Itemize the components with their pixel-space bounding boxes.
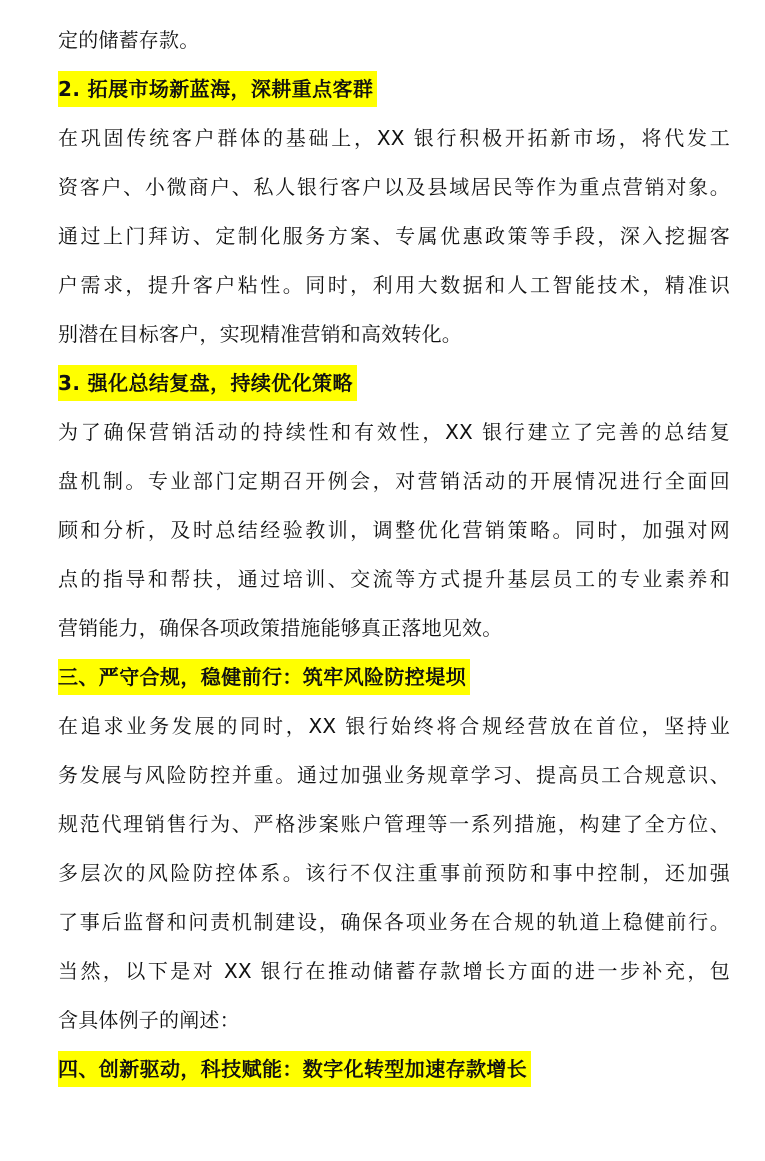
body-text-line: 资客户、小微商户、私人银行客户以及县域居民等作为重点营销对象。 <box>58 175 730 199</box>
body-text-line: 当然，以下是对 XX 银行在推动储蓄存款增长方面的进一步补充，包 <box>58 959 730 983</box>
body-text-line: 盘机制。专业部门定期召开例会，对营销活动的开展情况进行全面回 <box>58 469 730 493</box>
body-text-line: 在追求业务发展的同时，XX 银行始终将合规经营放在首位，坚持业 <box>58 714 730 738</box>
section-heading <box>58 359 730 408</box>
body-text-line: 别潜在目标客户，实现精准营销和高效转化。 <box>58 322 462 346</box>
body-text-line: 通过上门拜访、定制化服务方案、专属优惠政策等手段，深入挖掘客 <box>58 224 730 248</box>
highlighted-heading-text: 四、创新驱动，科技赋能：数字化转型加速存款增长 <box>58 1051 531 1087</box>
section-heading <box>58 1045 730 1094</box>
section-heading <box>58 65 730 114</box>
body-text-line: 点的指导和帮扶，通过培训、交流等方式提升基层员工的专业素养和 <box>58 567 730 591</box>
body-text-line: 顾和分析，及时总结经验教训，调整优化营销策略。同时，加强对网 <box>58 518 730 542</box>
body-text-line: 了事后监督和问责机制建设，确保各项业务在合规的轨道上稳健前行。 <box>58 910 730 934</box>
body-text-line: 规范代理销售行为、严格涉案账户管理等一系列措施，构建了全方位、 <box>58 812 730 836</box>
body-text-line: 为了确保营销活动的持续性和有效性，XX 银行建立了完善的总结复 <box>58 420 730 444</box>
highlighted-heading-text: 2. 拓展市场新蓝海，深耕重点客群 <box>58 71 377 107</box>
body-text-line: 含具体例子的阐述： <box>58 1008 240 1032</box>
body-text-line: 营销能力，确保各项政策措施能够真正落地见效。 <box>58 616 503 640</box>
body-text-line: 务发展与风险防控并重。通过加强业务规章学习、提高员工合规意识、 <box>58 763 730 787</box>
section-heading <box>58 653 730 702</box>
highlighted-heading-text: 3. 强化总结复盘，持续优化策略 <box>58 365 357 401</box>
document-page <box>58 16 730 1094</box>
body-text-line: 多层次的风险防控体系。该行不仅注重事前预防和事中控制，还加强 <box>58 861 730 885</box>
highlighted-heading-text: 三、严守合规，稳健前行：筑牢风险防控堤坝 <box>58 659 470 695</box>
body-text-line: 定的储蓄存款。 <box>58 28 200 52</box>
body-text-line: 在巩固传统客户群体的基础上，XX 银行积极开拓新市场，将代发工 <box>58 126 730 150</box>
body-text-line: 户需求，提升客户粘性。同时，利用大数据和人工智能技术，精准识 <box>58 273 730 297</box>
